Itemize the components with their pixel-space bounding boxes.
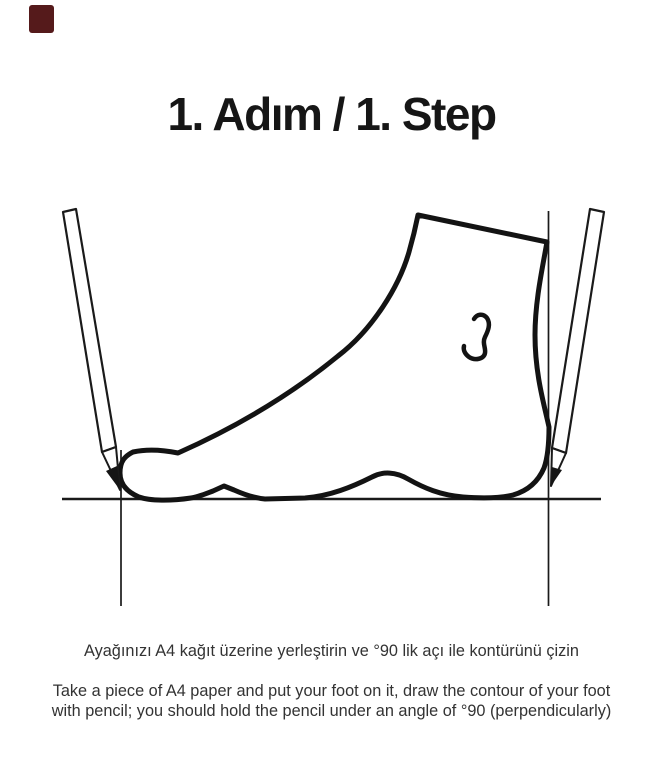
pencil-right-icon: [551, 209, 604, 486]
pencil-left-icon: [63, 209, 120, 490]
instruction-turkish: Ayağınızı A4 kağıt üzerine yerleştirin ve °90 lik açı ile kontürünü çizin: [84, 642, 579, 660]
page-title: 1. Adım / 1. Step: [167, 88, 496, 140]
instruction-english: [0, 681, 663, 721]
instruction-english-line1: Take a piece of A4 paper and put your foot on it, draw the contour of your foot: [52, 682, 611, 700]
instruction-english-line2: with pencil; you should hold the pencil under an angle of °90 (perpendicularly): [51, 702, 612, 720]
